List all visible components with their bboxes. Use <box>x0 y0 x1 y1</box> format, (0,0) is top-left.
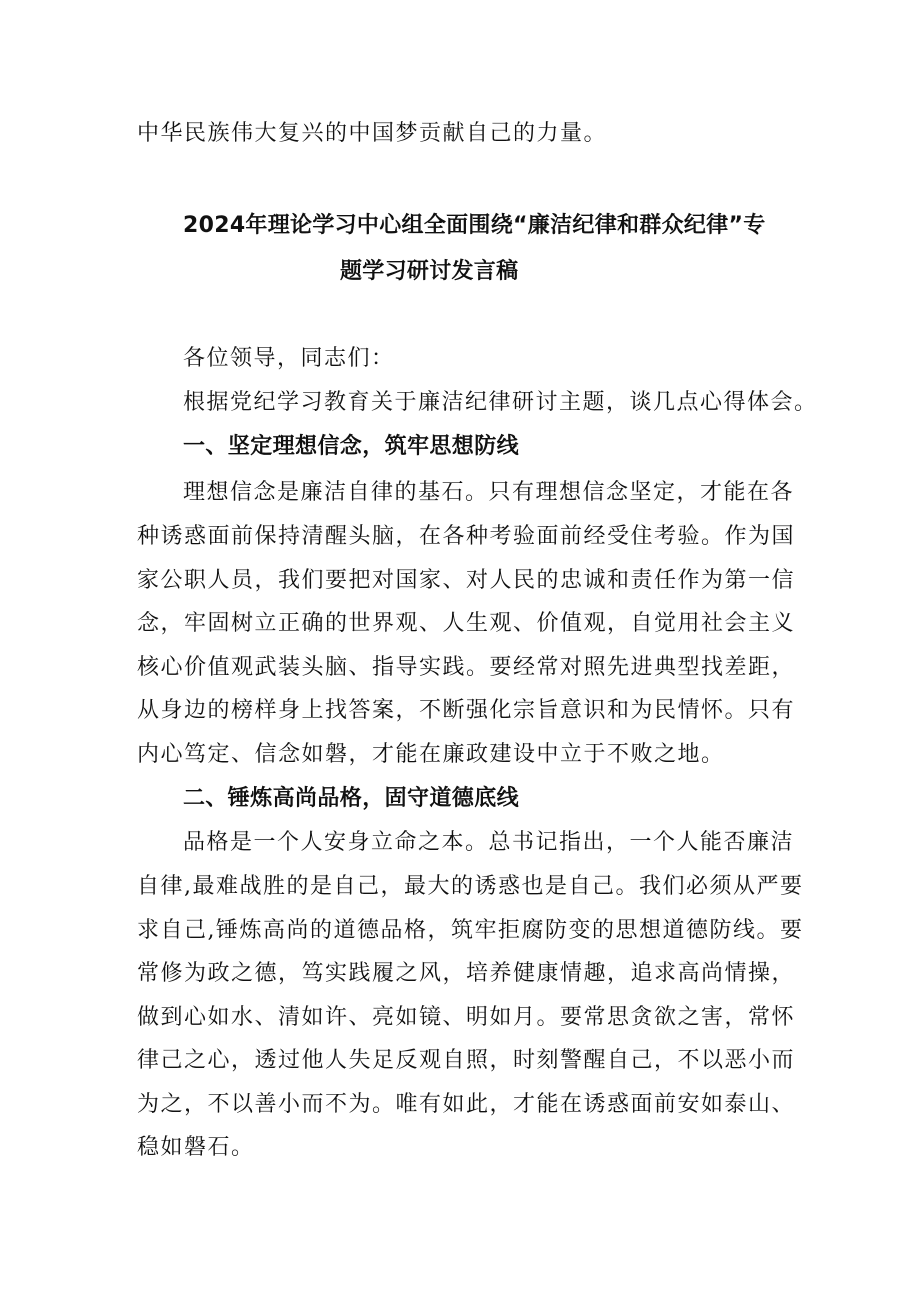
paragraph-line: 做到心如水、清如许、亮如镜、明如月。要常思贪欲之害，常怀 <box>137 1005 796 1030</box>
paragraph-line: 常修为政之德，笃实践履之风，培养健康情趣，追求高尚情操， <box>137 961 796 986</box>
paragraph-line: 品格是一个人安身立命之本。总书记指出，一个人能否廉洁 <box>183 830 795 855</box>
section-heading-1: 一、坚定理想信念，筑牢思想防线 <box>183 434 520 459</box>
section-heading-2: 二、锤炼高尚品格，固守道德底线 <box>183 786 520 811</box>
paragraph-line: 内心笃定、信念如磐，才能在廉政建设中立于不败之地。 <box>137 742 725 767</box>
carry-over-line: 中华民族伟大复兴的中国梦贡献自己的力量。 <box>137 121 608 146</box>
paragraph-line: 理想信念是廉洁自律的基石。只有理想信念坚定，才能在各 <box>183 480 795 505</box>
paragraph-line: 稳如磐石。 <box>137 1135 255 1160</box>
document-title-line-2: 题学习研讨发言稿 <box>340 259 519 284</box>
intro-paragraph: 根据党纪学习教育关于廉洁纪律研讨主题，谈几点心得体会。 <box>183 390 818 415</box>
paragraph-line: 从身边的榜样身上找答案，不断强化宗旨意识和为民情怀。只有 <box>137 698 796 723</box>
document-title-line-1: 2024年理论学习中心组全面围绕“廉洁纪律和群众纪律”专 <box>183 213 766 238</box>
paragraph-line: 核心价值观武装头脑、指导实践。要经常对照先进典型找差距， <box>137 655 796 680</box>
salutation: 各位领导，同志们： <box>183 346 395 371</box>
paragraph-line: 为之，不以善小而不为。唯有如此，才能在诱惑面前安如泰山、 <box>137 1092 796 1117</box>
paragraph-line: 家公职人员，我们要把对国家、对人民的忠诚和责任作为第一信 <box>137 568 796 593</box>
paragraph-line: 念，牢固树立正确的世界观、人生观、价值观，自觉用社会主义 <box>137 611 796 636</box>
paragraph-line: 自律,最难战胜的是自己，最大的诱惑也是自己。我们必须从严要 <box>137 874 804 899</box>
paragraph-line: 种诱惑面前保持清醒头脑，在各种考验面前经受住考验。作为国 <box>137 524 796 549</box>
paragraph-line: 求自己,锤炼高尚的道德品格，筑牢拒腐防变的思想道德防线。要 <box>137 918 804 943</box>
paragraph-line: 律己之心，透过他人失足反观自照，时刻警醒自己，不以恶小而 <box>137 1048 796 1073</box>
